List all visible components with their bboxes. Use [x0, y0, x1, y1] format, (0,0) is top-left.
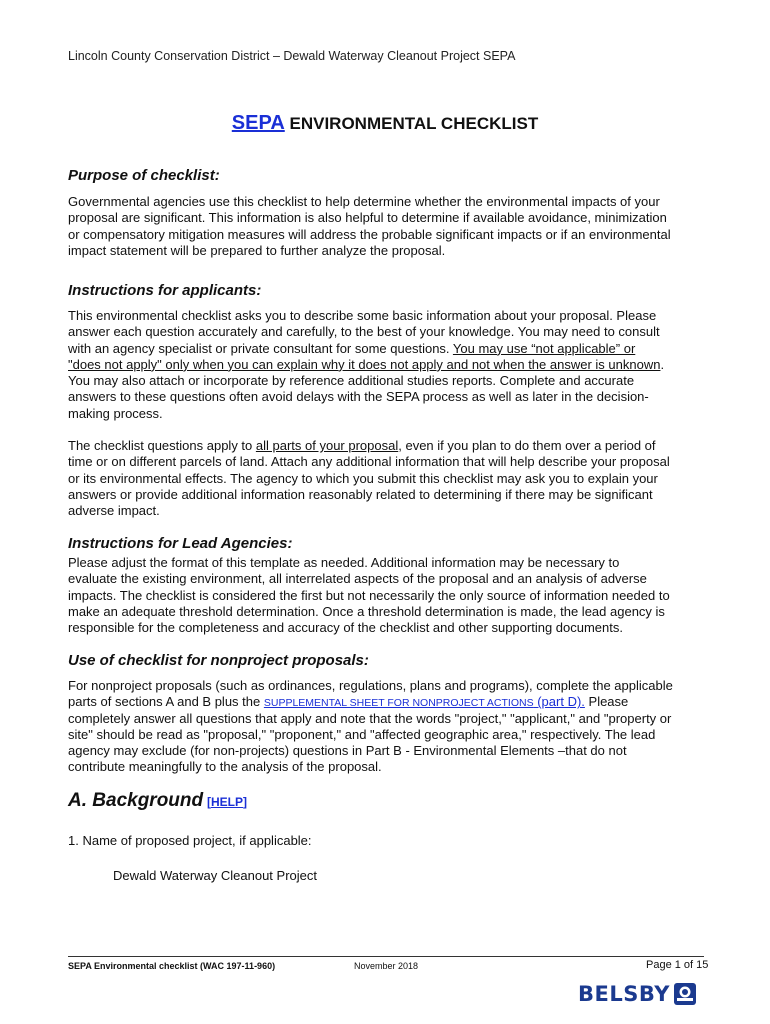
- purpose-heading: Purpose of checklist:: [68, 167, 220, 184]
- lead-agencies-line: Please adjust the format of this template as needed. Additional information may be necessary to: [68, 555, 620, 570]
- nonproject-line: For nonproject proposals (such as ordinances, regulations, plans and programs), complete the applicable: [68, 678, 673, 693]
- page-title: [0, 112, 770, 135]
- belsby-wordmark: BELSBY: [578, 982, 670, 1006]
- applicants-line: [68, 438, 708, 454]
- applicants-heading: Instructions for applicants:: [68, 282, 262, 299]
- purpose-line: impact statement will be prepared to further analyze the proposal.: [68, 242, 446, 258]
- applicants-line: or its environmental effects. The agency to which you submit this checklist may ask you to explain your: [68, 470, 658, 486]
- purpose-line: or compensatory mitigation measures will address the probable significant impacts or if an environmental: [68, 226, 671, 242]
- part-d-link[interactable]: (part D).: [533, 694, 585, 710]
- lead-agencies-line: impacts. The checklist is considered the first but not necessarily the only source of information needed to: [68, 587, 670, 603]
- applicants-line: answers or provide additional information reasonably related to determining if there may be significant: [68, 486, 653, 502]
- applicants-line: You may also attach or incorporate by reference additional studies reports. Complete and accurate: [68, 373, 635, 389]
- belsby-mark-icon: [674, 983, 696, 1005]
- applicants-line: answers to these questions often avoid delays with the SEPA process as well as later in the decision-: [68, 389, 649, 405]
- applicants-line: [68, 357, 708, 373]
- nonproject-line: contribute meaningfully to the analysis of the proposal.: [68, 759, 382, 775]
- applicants-line: making process.: [68, 405, 163, 421]
- nonproject-line: agency may exclude (for non-projects) questions in Part B - Environmental Elements –that do not: [68, 743, 627, 759]
- applicants-line: time or on different parcels of land. Attach any additional information that will help describe your proposal: [68, 454, 670, 470]
- lead-agencies-line: make an adequate threshold determination. Once a threshold determination is made, the lead agency is: [68, 603, 665, 619]
- running-header: Lincoln County Conservation District – Dewald Waterway Cleanout Project SEPA: [68, 49, 516, 63]
- footer-form-id: SEPA Environmental checklist (WAC 197-11-960): [68, 961, 276, 971]
- nonproject-heading: Use of checklist for nonproject proposals:: [68, 652, 369, 669]
- page-number: Page 1 of 15: [646, 959, 709, 971]
- purpose-line: Governmental agencies use this checklist to help determine whether the environmental impacts of your: [68, 194, 660, 209]
- question-1: 1. Name of proposed project, if applicable:: [68, 833, 312, 848]
- applicants-line: This environmental checklist asks you to describe some basic information about your proposal. Please: [68, 308, 657, 323]
- nonproject-line: site" should be read as "proposal," "proponent," and "affected geographic area," respectively. The lead: [68, 726, 656, 742]
- all-parts-emphasis: all parts of your proposal: [255, 438, 399, 453]
- title-text: ENVIRONMENTAL CHECKLIST: [284, 114, 539, 133]
- applicants-line: answer each question accurately and carefully, to the best of your knowledge. You may need to consult: [68, 324, 660, 340]
- help-bracket: ]: [243, 795, 248, 809]
- belsby-logo: [578, 983, 696, 1005]
- nonproject-line: completely answer all questions that apply and note that the words "project," "applicant," and "property or: [68, 710, 672, 726]
- lead-agencies-line: responsible for the completeness and accuracy of the checklist and other supporting documents.: [68, 620, 623, 636]
- footer-date: November 2018: [354, 961, 419, 971]
- nonproject-text: Please: [584, 694, 629, 710]
- not-applicable-note: You may use “not applicable” or: [452, 340, 636, 356]
- applicants-paragraph-1: [68, 308, 708, 422]
- nonproject-line: [68, 694, 708, 710]
- applicants-line: [68, 341, 708, 357]
- applicants-paragraph-2: [68, 438, 708, 519]
- applicants-text: .: [660, 356, 665, 372]
- applicants-line: adverse impact.: [68, 503, 160, 519]
- footer-divider: [68, 956, 704, 957]
- help-label[interactable]: HELP: [211, 795, 244, 809]
- purpose-paragraph: [68, 194, 708, 259]
- lead-agencies-line: evaluate the existing environment, all interrelated aspects of the proposal and an analysis of adverse: [68, 571, 647, 587]
- lead-agencies-paragraph: [68, 555, 708, 636]
- supplemental-sheet-link[interactable]: SUPPLEMENTAL SHEET FOR NONPROJECT ACTIONS: [263, 697, 534, 710]
- answer-1: Dewald Waterway Cleanout Project: [113, 868, 317, 883]
- nonproject-text: parts of sections A and B plus the: [68, 694, 264, 710]
- lead-agencies-heading: Instructions for Lead Agencies:: [68, 535, 293, 552]
- not-applicable-note-cont: "does not apply" only when you can explain why it does not apply and not when the answer is unknown: [68, 356, 661, 372]
- applicants-text: , even if you plan to do them over a period of: [398, 438, 656, 453]
- applicants-text: The checklist questions apply to: [68, 438, 256, 453]
- nonproject-paragraph: [68, 678, 708, 776]
- purpose-line: proposal are significant. This information is also helpful to determine if available avoidance, minimization: [68, 210, 667, 226]
- help-bracket: [: [207, 795, 211, 809]
- applicants-text: with an agency specialist or private consultant for some questions.: [68, 340, 453, 356]
- sepa-link[interactable]: SEPA: [231, 112, 285, 134]
- section-a-heading: A. Background: [68, 790, 204, 811]
- help-link[interactable]: [207, 795, 247, 809]
